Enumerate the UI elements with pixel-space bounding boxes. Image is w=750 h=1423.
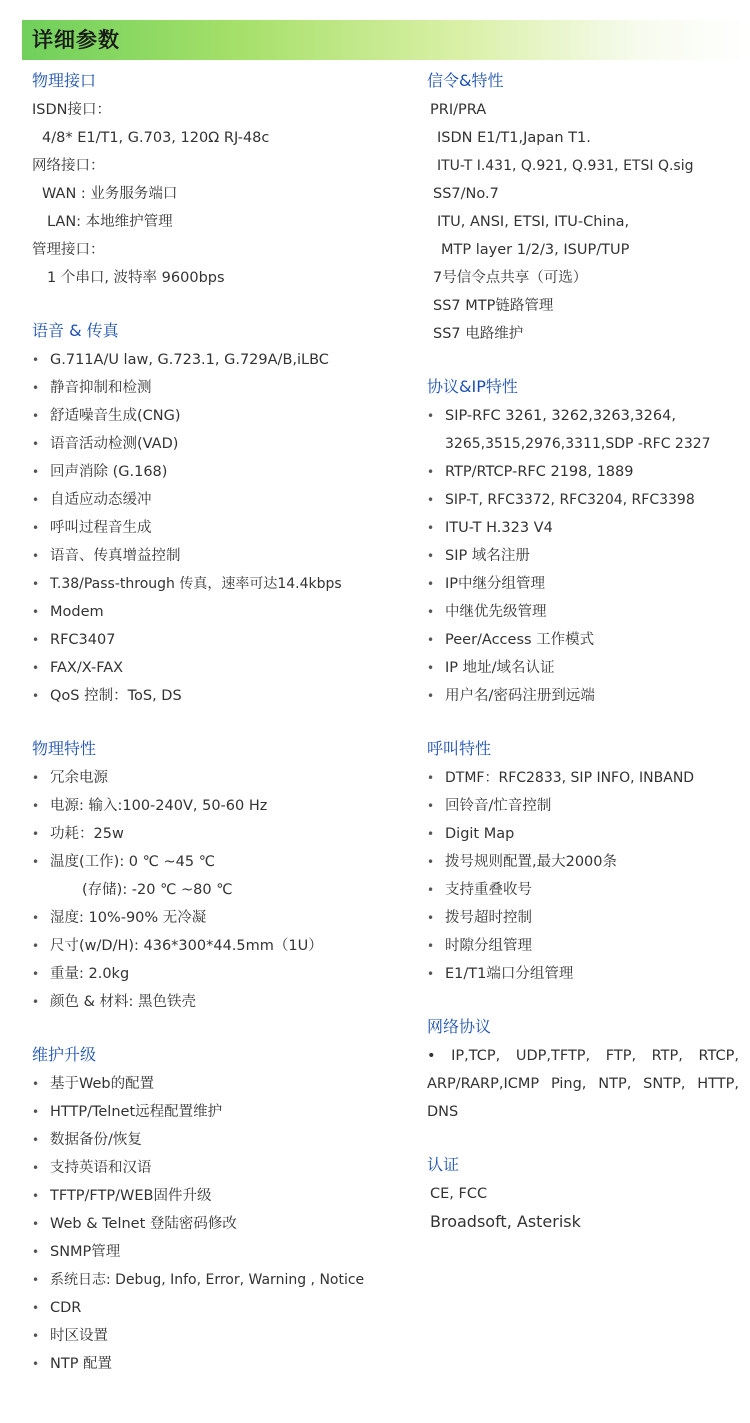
section-title: 网络协议: [427, 1017, 492, 1036]
page-title: 详细参数: [32, 28, 120, 52]
section-title: 认证: [427, 1155, 460, 1174]
spec-line: 网络接口：: [32, 158, 105, 174]
list-item: • NTP 配置: [32, 1350, 412, 1378]
spec-line: ARP/RARP,ICMP Ping, NTP, SNTP, HTTP,: [427, 1076, 739, 1092]
section-title: 呼叫特性: [427, 739, 492, 758]
section-certification: [427, 1150, 745, 1236]
list-item: • 功耗：25w: [32, 820, 412, 848]
section-call-features: [427, 734, 745, 988]
list-item: • ITU-T H.323 V4: [427, 514, 745, 542]
list-item: • 温度(工作): 0 ℃ ~45 ℃: [32, 848, 412, 876]
spec-line: (存储): -20 ℃ ~80 ℃: [82, 882, 233, 898]
list-item: • Peer/Access 工作模式: [427, 626, 745, 654]
list-item: • 中继优先级管理: [427, 598, 745, 626]
section-title: 维护升级: [32, 1045, 97, 1064]
spec-line: DNS: [427, 1104, 459, 1120]
list-item: • Modem: [32, 598, 412, 626]
section-title: 语音 & 传真: [32, 321, 119, 340]
list-item: • 舒适噪音生成(CNG): [32, 402, 412, 430]
section-title: 物理接口: [32, 71, 97, 90]
list-item: • 重量: 2.0kg: [32, 960, 412, 988]
list-item: • 系统日志: Debug, Info, Error, Warning , Notice: [32, 1266, 412, 1294]
spec-line: 4/8* E1/T1, G.703, 120Ω RJ-48c: [42, 130, 270, 146]
spec-line: CE, FCC: [430, 1186, 488, 1202]
spec-line: Broadsoft, Asterisk: [430, 1212, 581, 1231]
section-network-protocols: [427, 1012, 745, 1126]
spec-line: ISDN接口：: [32, 102, 111, 118]
list-item: • IP中继分组管理: [427, 570, 745, 598]
list-item: • 语音活动检测(VAD): [32, 430, 412, 458]
list-item: • 支持重叠收号: [427, 876, 745, 904]
list-item: • 电源: 输入:100-240V, 50-60 Hz: [32, 792, 412, 820]
section-protocol-ip: [427, 372, 745, 710]
list-item: • 基于Web的配置: [32, 1070, 412, 1098]
section-title: 信令&特性: [427, 71, 504, 90]
list-item: • CDR: [32, 1294, 412, 1322]
spec-line: WAN : 业务服务端口: [42, 186, 178, 202]
section-maintenance: [32, 1040, 412, 1378]
list-item: • 拨号规则配置,最大2000条: [427, 848, 745, 876]
spec-line: 3265,3515,2976,3311,SDP -RFC 2327: [445, 436, 711, 452]
list-item: • 时隙分组管理: [427, 932, 745, 960]
list-item: • 湿度: 10%-90% 无冷凝: [32, 904, 412, 932]
list-item: • SIP-RFC 3261, 3262,3263,3264,: [427, 402, 745, 430]
list-item: • 回铃音/忙音控制: [427, 792, 745, 820]
section-physical-interfaces: [32, 66, 412, 292]
list-item: • DTMF：RFC2833, SIP INFO, INBAND: [427, 764, 745, 792]
list-item: • 冗余电源: [32, 764, 412, 792]
spec-line: MTP layer 1/2/3, ISUP/TUP: [441, 242, 630, 258]
list-item: • E1/T1端口分组管理: [427, 960, 745, 988]
spec-line: 1 个串口, 波特率 9600bps: [47, 270, 225, 286]
list-item: • RTP/RTCP-RFC 2198, 1889: [427, 458, 745, 486]
list-item: • TFTP/FTP/WEB固件升级: [32, 1182, 412, 1210]
list-item: • 语音、传真增益控制: [32, 542, 412, 570]
list-item: • 拨号超时控制: [427, 904, 745, 932]
spec-line: ISDN E1/T1,Japan T1.: [437, 130, 591, 146]
list-item: • SNMP管理: [32, 1238, 412, 1266]
list-item: • Web & Telnet 登陆密码修改: [32, 1210, 412, 1238]
section-title: 物理特性: [32, 739, 97, 758]
list-item: • QoS 控制：ToS, DS: [32, 682, 412, 710]
list-item: • SIP-T, RFC3372, RFC3204, RFC3398: [427, 486, 745, 514]
spec-line: • IP,TCP, UDP,TFTP, FTP, RTP, RTCP,: [427, 1048, 739, 1064]
spec-line: LAN: 本地维护管理: [47, 214, 173, 230]
left-column: [32, 66, 412, 1378]
spec-line: SS7/No.7: [433, 186, 499, 202]
list-item: • 回声消除 (G.168): [32, 458, 412, 486]
right-column: [427, 66, 745, 1236]
spec-line: ITU, ANSI, ETSI, ITU-China,: [437, 214, 630, 230]
list-item: • G.711A/U law, G.723.1, G.729A/B,iLBC: [32, 346, 412, 374]
list-item: • 支持英语和汉语: [32, 1154, 412, 1182]
spec-line: ITU-T I.431, Q.921, Q.931, ETSI Q.sig: [437, 158, 694, 174]
list-item: • 尺寸(w/D/H): 436*300*44.5mm（1U）: [32, 932, 412, 960]
spec-line: 7号信令点共享（可选）: [433, 270, 588, 286]
list-item: • SIP 域名注册: [427, 542, 745, 570]
spec-line: 管理接口：: [32, 242, 105, 258]
section-physical-features: [32, 734, 412, 1016]
spec-line: SS7 电路维护: [433, 326, 524, 342]
list-item: • 自适应动态缓冲: [32, 486, 412, 514]
list-item: • 颜色 & 材料: 黑色铁壳: [32, 988, 412, 1016]
spec-line: SS7 MTP链路管理: [433, 298, 554, 314]
list-item: • 用户名/密码注册到远端: [427, 682, 745, 710]
list-item: • 时区设置: [32, 1322, 412, 1350]
list-item: • Digit Map: [427, 820, 745, 848]
list-item: • RFC3407: [32, 626, 412, 654]
header-banner: [22, 20, 750, 60]
list-item: • 呼叫过程音生成: [32, 514, 412, 542]
spec-line: PRI/PRA: [430, 102, 487, 118]
list-item: • 静音抑制和检测: [32, 374, 412, 402]
list-item: • T.38/Pass-through 传真，速率可达14.4kbps: [32, 570, 412, 598]
section-signaling: [427, 66, 745, 348]
list-item: • IP 地址/域名认证: [427, 654, 745, 682]
list-item: • 数据备份/恢复: [32, 1126, 412, 1154]
section-voice-fax: [32, 316, 412, 710]
list-item: • FAX/X-FAX: [32, 654, 412, 682]
list-item: • HTTP/Telnet远程配置维护: [32, 1098, 412, 1126]
section-title: 协议&IP特性: [427, 377, 518, 396]
